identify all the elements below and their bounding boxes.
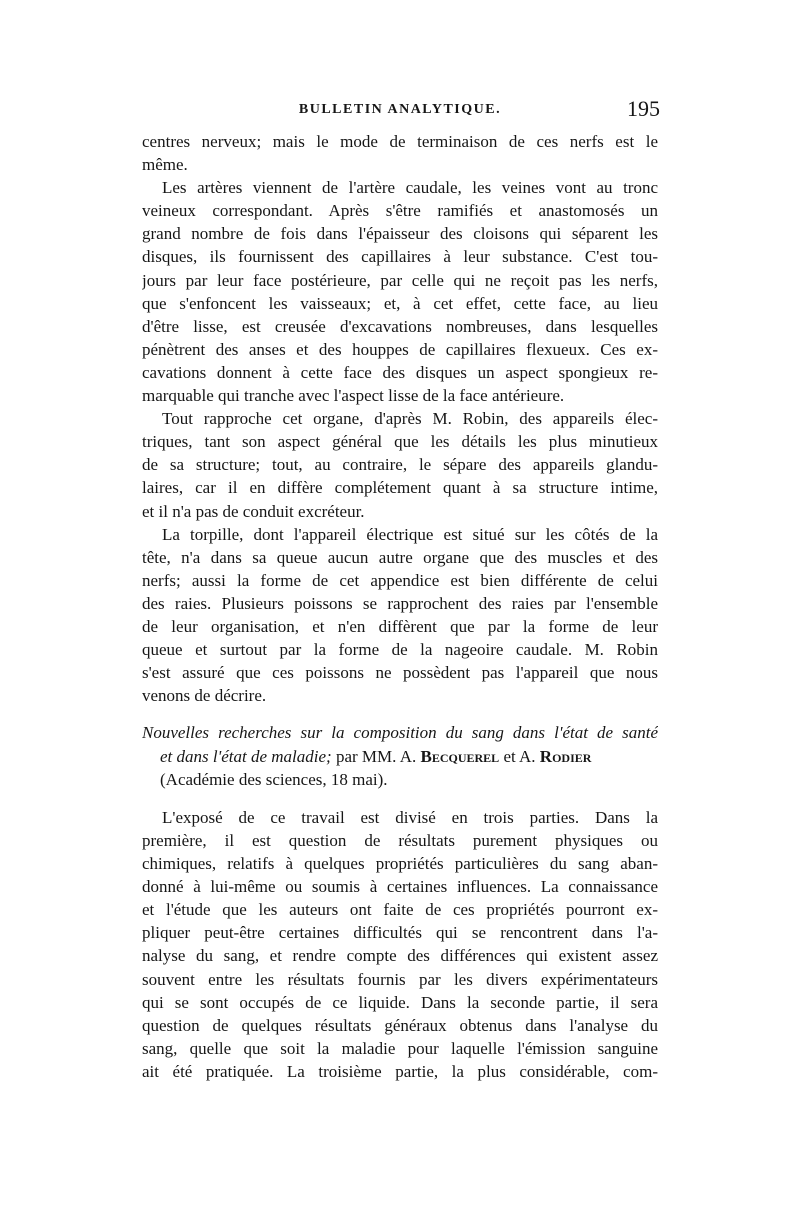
text-line: triques, tant son aspect général que les détails les plus minutieux [142,432,658,452]
article-title-continued: et dans l'état de maladie; [160,746,332,766]
paragraph-4 [142,523,658,708]
article-byline-and: et A. [499,746,540,766]
text-line: La torpille, dont l'appareil électrique est situé sur les côtés de la [162,524,658,544]
text-line: souvent entre les résultats fournis par les divers expérimentateurs [142,969,658,989]
text-line: grand nombre de fois dans l'épaisseur des cloisons qui séparent les [142,224,658,244]
text-line: veineux correspondant. Après s'être ramifiés et anastomosés un [142,201,658,221]
text-line: centres nerveux; mais le mode de terminaison de ces nerfs est le [142,132,658,151]
text-line: question de quelques résultats généraux obtenus dans l'analyse du [142,1015,658,1035]
paragraph-1 [142,130,658,176]
text-line: Tout rapproche cet organe, d'après M. Robin, des appareils élec- [162,409,658,429]
text-line: même. [142,155,188,175]
text-line: disques, ils fournissent des capillaires à leur substance. C'est tou- [142,247,658,267]
text-line: Les artères viennent de l'artère caudale, les veines vont au tronc [162,178,658,198]
text-line: sang, quelle que soit la maladie pour laquelle l'émission sanguine [142,1038,658,1058]
text-line: jours par leur face postérieure, par celle qui ne reçoit pas les nerfs, [142,270,658,290]
article-title-line [142,745,658,769]
text-line: nalyse du sang, et rendre compte des différences qui existent assez [142,946,658,966]
article-heading [142,721,658,792]
text-line: de sa structure; tout, au contraire, le sépare des appareils glandu- [142,455,658,475]
text-line: de leur organisation, et n'en diffèrent que par la forme de leur [142,616,658,636]
text-line: que s'enfoncent les vaisseaux; et, à cet effet, cette face, au lieu [142,293,658,313]
text-line: venons de décrire. [142,686,267,706]
author-name: Becquerel [420,746,500,766]
text-line: pliquer peut-être certaines difficultés qui se rencontrent dans l'a- [142,923,658,943]
text-line: marquable qui tranche avec l'aspect lisse de la face antérieure. [142,386,565,406]
text-line: queue et surtout par la forme de la nageoire caudale. M. Robin [142,640,658,660]
page [142,96,658,1083]
running-title: BULLETIN ANALYTIQUE. [298,102,502,117]
author-name: Rodier [539,746,592,766]
text-line: première, il est question de résultats purement physiques ou [142,830,658,850]
text-line: cavations donnent à cette face des disques un aspect spongieux re- [142,362,658,382]
text-line: pénètrent des anses et des houppes de capillaires flexueux. Ces ex- [142,339,658,359]
text-line: tête, n'a dans sa queue aucun autre organe que des muscles et des [142,547,658,567]
text-line: et il n'a pas de conduit excréteur. [142,501,365,521]
text-line: ait été pratiquée. La troisième partie, la plus considérable, com- [142,1061,658,1081]
page-header [142,96,658,130]
text-line: s'est assuré que ces poissons ne possèdent pas l'appareil que nous [142,663,658,683]
text-line: qui se sont occupés de ce liquide. Dans la seconde partie, il sera [142,992,658,1012]
article-title-line: Nouvelles recherches sur la composition du sang dans l'état de santé [142,723,658,743]
paragraph-2 [142,176,658,407]
paragraph-3 [142,407,658,522]
page-number: 195 [627,96,660,121]
article-source: (Académie des sciences, 18 mai). [160,770,388,790]
paragraph-5 [142,806,658,1083]
text-line: nerfs; aussi la forme de cet appendice est bien différente de celui [142,570,658,590]
text-line: laires, car il en diffère complétement quant à sa structure intime, [142,478,658,498]
text-line: L'exposé de ce travail est divisé en trois parties. Dans la [162,807,658,827]
text-line: donné à lui-même ou soumis à certaines influences. La connaissance [142,877,658,897]
text-line: des raies. Plusieurs poissons se rapprochent des raies par l'ensemble [142,593,658,613]
text-line: chimiques, relatifs à quelques propriétés particulières du sang aban- [142,854,658,874]
article-byline-par: par MM. A. [331,746,421,766]
text-line: d'être lisse, est creusée d'excavations nombreuses, dans lesquelles [142,316,658,336]
text-line: et l'étude que les auteurs ont faite de ces propriétés pourront ex- [142,900,658,920]
